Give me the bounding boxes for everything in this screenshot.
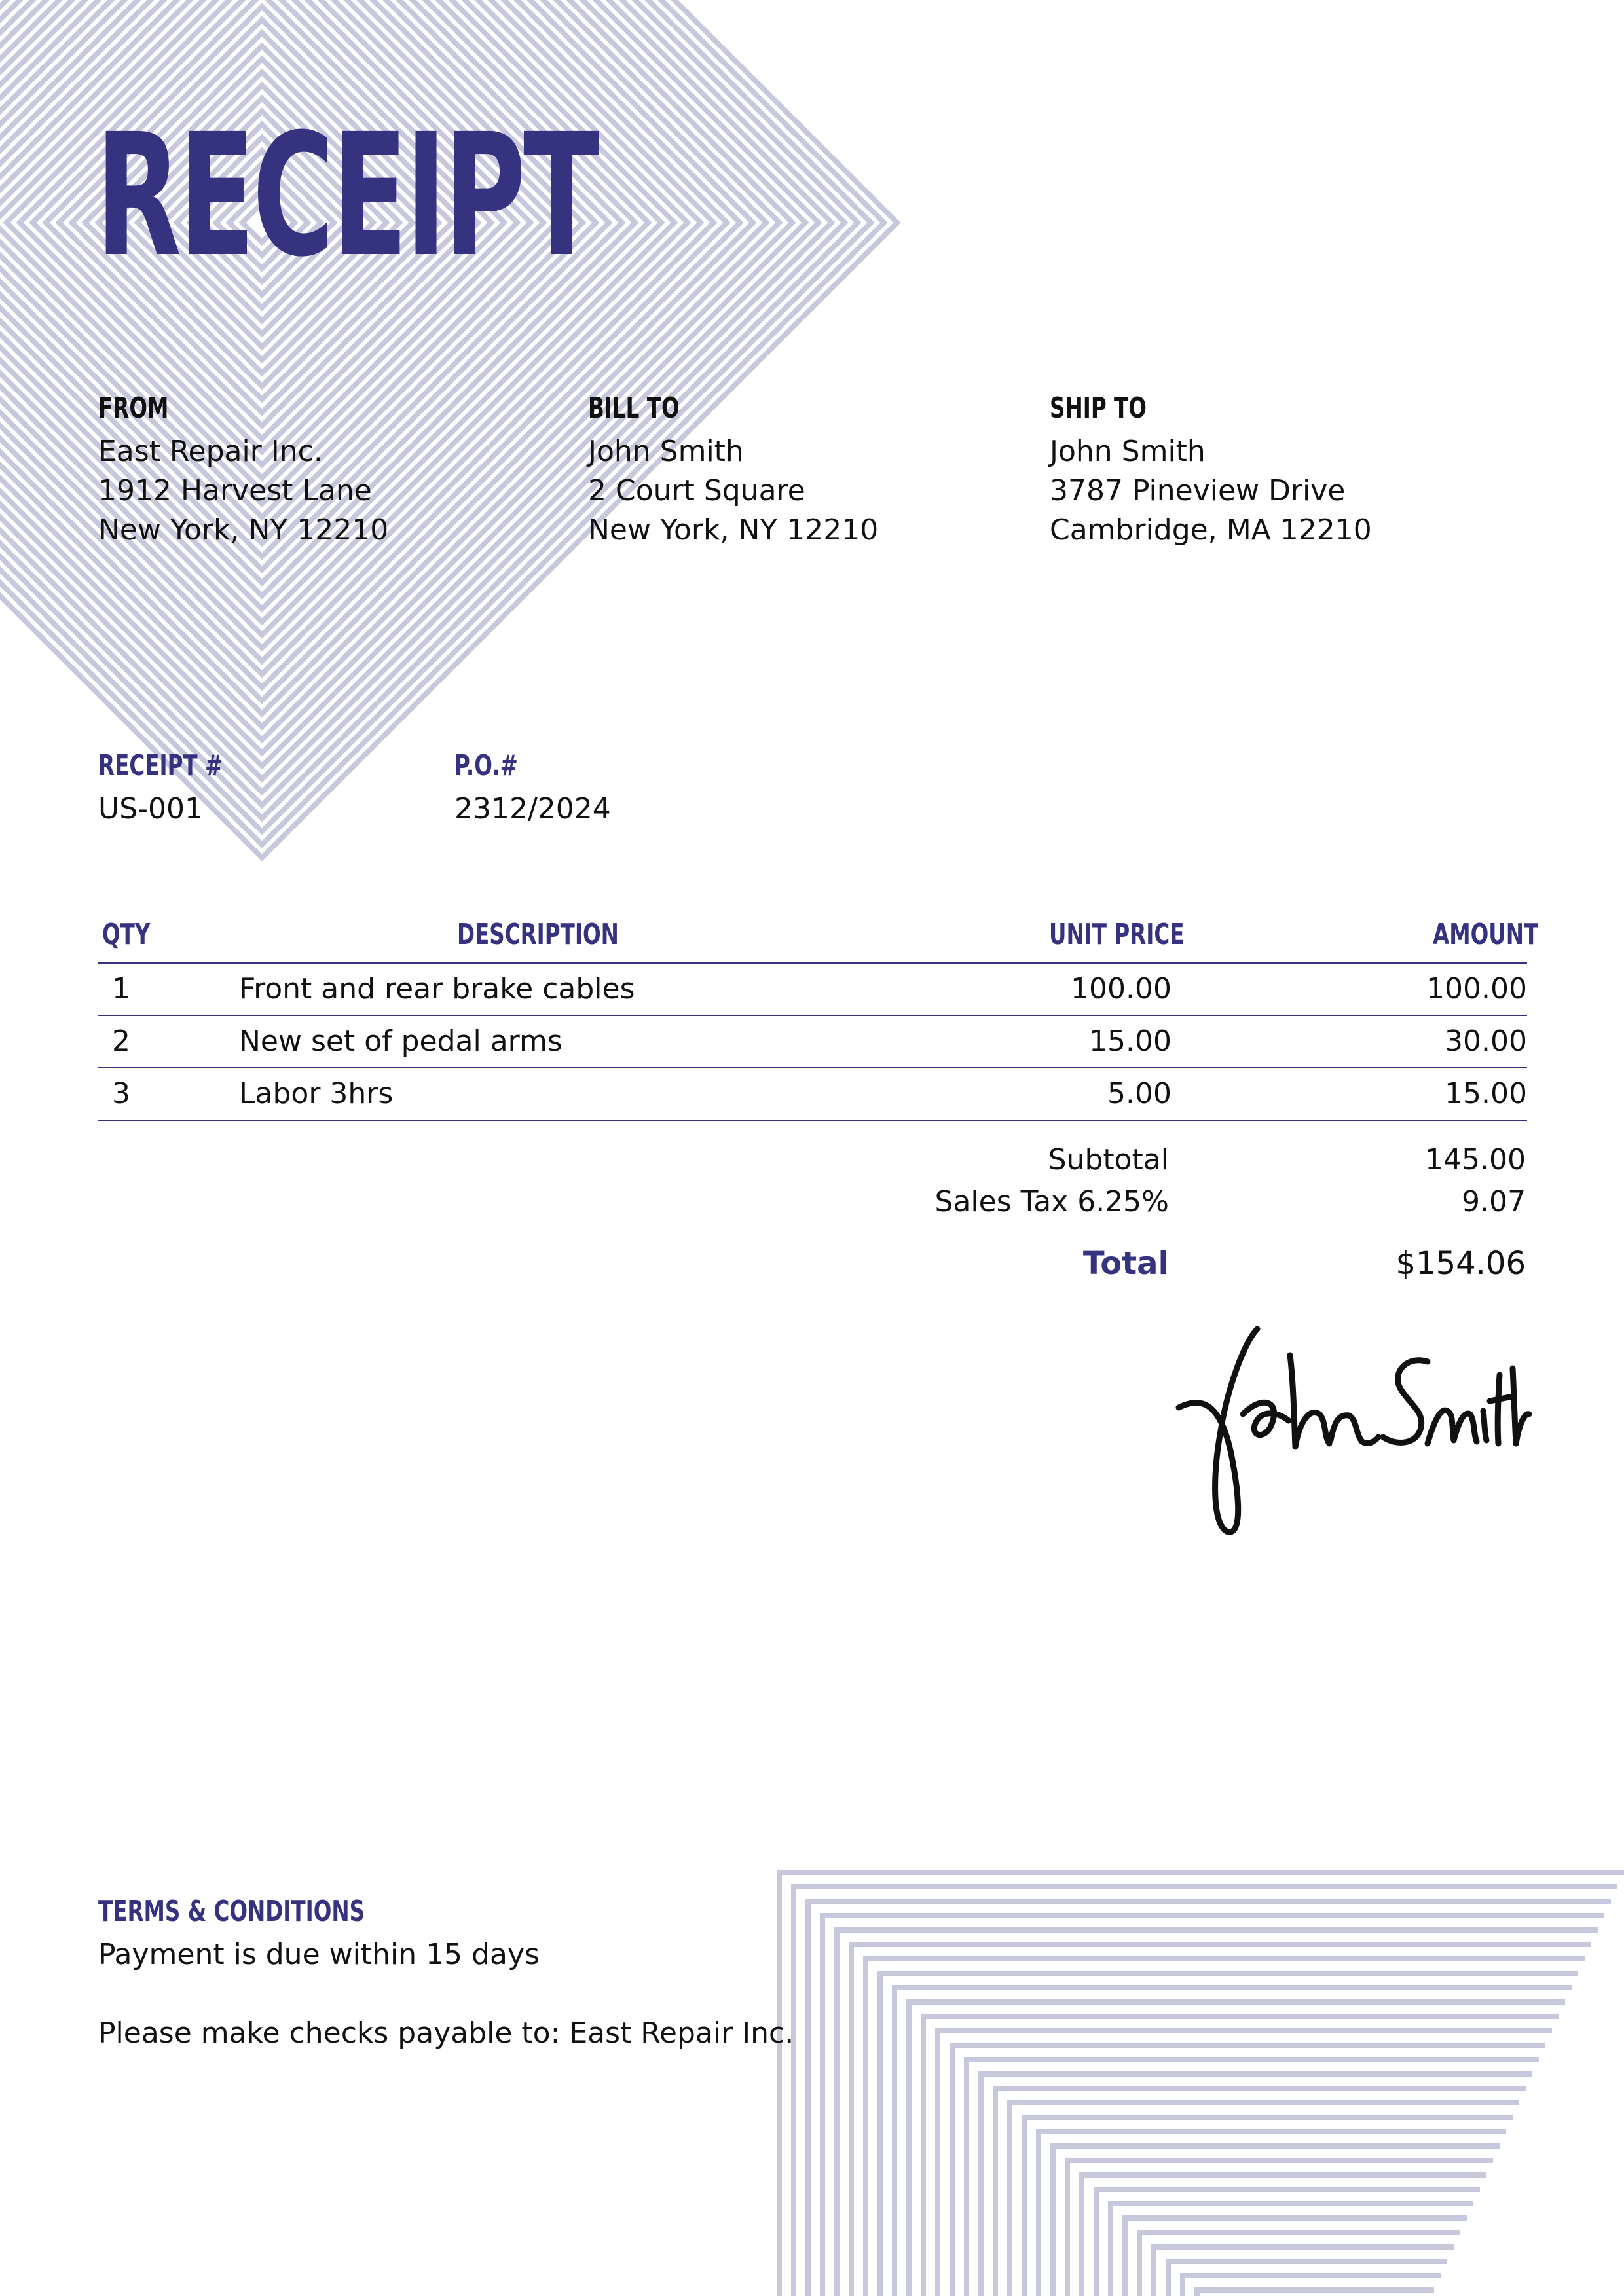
ship-to-line: Cambridge, MA 12210	[1050, 513, 1372, 547]
unit-price-cell: 5.00	[1107, 1077, 1172, 1110]
qty-cell: 1	[112, 972, 130, 1006]
qty-header: QTY	[102, 918, 151, 951]
subtotal-label: Subtotal	[1048, 1143, 1169, 1176]
from-line: New York, NY 12210	[98, 513, 389, 547]
table-row	[98, 1016, 1527, 1068]
bill-to-label: BILL TO	[588, 392, 680, 425]
from-line: 1912 Harvest Lane	[98, 474, 372, 507]
po-number-value: 2312/2024	[454, 792, 611, 826]
from-line: East Repair Inc.	[98, 435, 323, 468]
bill-to-line: John Smith	[588, 435, 744, 468]
table-row	[98, 1068, 1527, 1121]
signature	[1166, 1316, 1532, 1545]
po-number-block	[454, 749, 611, 829]
receipt-title: RECEIPT	[96, 98, 597, 294]
bill-to-block	[588, 394, 878, 550]
amount-header: AMOUNT	[1433, 918, 1539, 951]
ship-to-label: SHIP TO	[1050, 392, 1147, 425]
chevron-pattern-decoration	[773, 1866, 1624, 2296]
amount-cell: 15.00	[1445, 1077, 1527, 1110]
ship-to-line: John Smith	[1050, 435, 1206, 468]
unit-price-cell: 100.00	[1071, 972, 1172, 1006]
terms-line: Please make checks payable to: East Repair Inc.	[98, 2016, 794, 2050]
tax-label: Sales Tax 6.25%	[934, 1185, 1169, 1218]
bill-to-line: New York, NY 12210	[588, 513, 879, 547]
amount-cell: 30.00	[1445, 1025, 1527, 1058]
description-header: DESCRIPTION	[457, 918, 619, 951]
receipt-number-block	[98, 749, 267, 829]
ship-to-line: 3787 Pineview Drive	[1050, 474, 1346, 507]
from-label: FROM	[98, 392, 169, 425]
items-table	[98, 911, 1539, 1121]
po-number-label: P.O.#	[454, 749, 518, 782]
table-row	[98, 964, 1527, 1016]
qty-cell: 3	[112, 1077, 130, 1110]
description-cell: Front and rear brake cables	[239, 972, 635, 1006]
description-cell: New set of pedal arms	[239, 1025, 563, 1058]
terms-line: Payment is due within 15 days	[98, 1938, 540, 1971]
total-value: $154.06	[1395, 1245, 1526, 1282]
table-header	[98, 911, 1539, 964]
ship-to-block	[1050, 394, 1372, 550]
unit-price-cell: 15.00	[1089, 1025, 1172, 1058]
qty-cell: 2	[112, 1025, 130, 1058]
unit-price-header: UNIT PRICE	[1049, 918, 1185, 951]
receipt-number-value: US-001	[98, 792, 203, 826]
bill-to-line: 2 Court Square	[588, 474, 805, 507]
from-block	[98, 394, 388, 550]
tax-value: 9.07	[1462, 1185, 1526, 1218]
subtotal-value: 145.00	[1425, 1143, 1526, 1176]
amount-cell: 100.00	[1426, 972, 1527, 1006]
terms-label: TERMS & CONDITIONS	[98, 1895, 365, 1928]
receipt-number-label: RECEIPT #	[98, 749, 223, 782]
terms-block	[98, 1897, 794, 2053]
description-cell: Labor 3hrs	[239, 1077, 394, 1110]
total-label: Total	[1082, 1245, 1169, 1282]
